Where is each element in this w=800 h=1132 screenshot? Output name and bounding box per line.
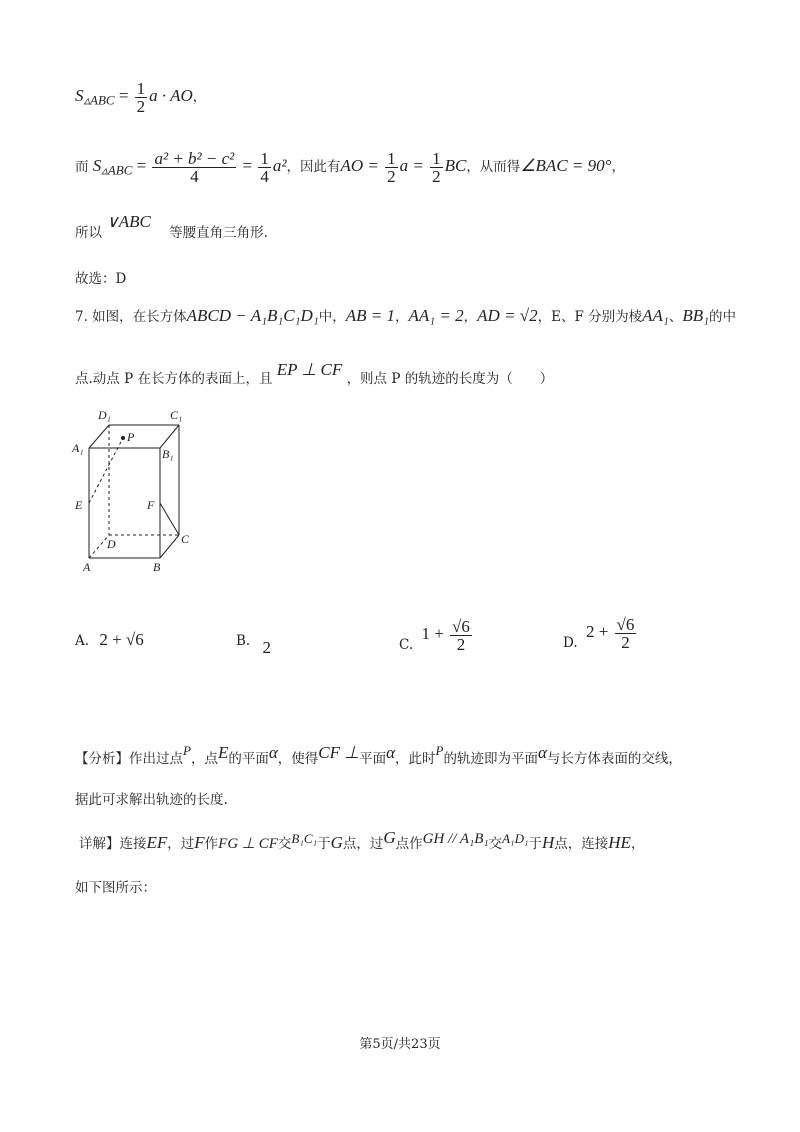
fraction-half: [385, 150, 398, 185]
text: 与长方体表面的交线，: [546, 751, 682, 767]
analysis-line-1: [75, 743, 682, 769]
triangle-symbol: ∨ABC: [106, 212, 151, 231]
page-footer: [0, 1033, 800, 1052]
text: 于: [317, 836, 331, 852]
angle-expression: ∠BAC = 90°: [520, 156, 612, 175]
label-c: C: [181, 532, 190, 546]
gh-parallel: GH // A₁B₁: [422, 831, 489, 847]
text: 、: [668, 309, 683, 325]
text: 点，连接: [554, 836, 609, 852]
text: ，此时: [395, 751, 436, 767]
text: 等腰直角三角形.: [169, 225, 268, 241]
plane-alpha: α: [268, 743, 278, 762]
label-d: D: [107, 537, 116, 551]
denominator: 4: [190, 167, 199, 186]
aa1-value: AA₁ = 2: [408, 306, 464, 325]
option-label: C.: [399, 637, 414, 653]
point-g: G: [383, 828, 396, 847]
option-label: D.: [563, 635, 578, 651]
option-b: [236, 630, 272, 657]
point-h: H: [541, 833, 555, 852]
fraction-half: [135, 80, 148, 115]
conclusion-line: [75, 212, 268, 243]
question-7-line-1: [75, 306, 736, 327]
fraction-quarter: [258, 150, 271, 185]
fg-perp: FG ⊥ CF: [218, 836, 278, 852]
page-number: 第5页/共23页: [359, 1037, 441, 1052]
label-c1: C₁: [170, 408, 183, 422]
area-symbol: S: [75, 86, 84, 105]
plane-alpha: α: [537, 743, 547, 762]
text: 中，: [318, 309, 346, 325]
text: 的平面: [228, 751, 269, 767]
cuboid-diagram: [66, 405, 206, 575]
option-prefix: 2 +: [585, 622, 613, 641]
option-fraction: [615, 616, 637, 651]
numerator: 1: [432, 149, 441, 168]
area-subscript: ▵ABC: [101, 162, 133, 178]
text: 点作: [395, 836, 423, 852]
text: ，: [630, 836, 645, 852]
cf-perp: CF ⊥: [318, 743, 360, 762]
numerator: 1: [260, 149, 269, 168]
fraction-half: [430, 150, 443, 185]
equals: =: [238, 156, 257, 175]
denominator: 2: [621, 633, 630, 652]
text: 所以: [75, 225, 102, 241]
segment-ef: EF: [146, 833, 168, 852]
point-f: F: [194, 833, 205, 852]
ab-value: AB = 1: [345, 306, 395, 325]
option-a: [75, 630, 144, 650]
point-p-dot: [121, 436, 125, 440]
text: ，E、F 分别为棱: [537, 309, 643, 325]
text: ，点: [190, 751, 218, 767]
text: 的轨迹即为平面: [443, 751, 538, 767]
area-symbol: S: [92, 156, 102, 175]
segment-b1c1: B₁C₁: [291, 831, 318, 846]
edge-aa1: AA₁: [642, 306, 669, 325]
label-p: P: [127, 430, 135, 444]
denominator: 2: [387, 167, 396, 186]
option-value: 2 + √6: [99, 630, 144, 649]
text: 作: [204, 836, 219, 852]
perpendicular-condition: EP ⊥ CF: [276, 360, 343, 379]
text: 平面: [359, 751, 387, 767]
area-subscript: ▵ABC: [83, 92, 115, 108]
text: 点，过: [342, 836, 384, 852]
text: 点.动点 P 在长方体的表面上，且: [75, 371, 273, 387]
text: 的中: [709, 309, 737, 325]
denominator: 2: [456, 635, 466, 654]
figure-intro-line: [75, 878, 156, 898]
option-label: B.: [236, 633, 251, 649]
text: ，过: [167, 836, 195, 852]
label-f: F: [147, 498, 155, 512]
area-formula-1: [75, 80, 206, 115]
point-p: P: [435, 743, 444, 758]
ao-expression: AO =: [340, 156, 384, 175]
segment-a1d1: A₁D₁: [502, 831, 529, 846]
label-b: B: [153, 560, 161, 574]
segment-he: HE: [608, 833, 631, 852]
punctuation: ，: [611, 159, 625, 175]
text: 交: [277, 836, 292, 852]
text: ，则点 P 的轨迹的长度为（ ）: [346, 371, 554, 387]
option-fraction: [450, 618, 472, 653]
area-formula-2: 而 $S_{▵ABC}$ = $\frac{\text{a² + b² − c²}}{4}$ = $\frac{1}{4}$ a²，因此有AO = $\frac{1}{2}$ a = $\frac{1}{2}$ BC，从而得∠BAC = 90°，: [75, 149, 625, 186]
numerator: √6: [452, 617, 470, 636]
text: ，使得: [277, 751, 319, 767]
denominator: 2: [432, 167, 441, 186]
ad-value: AD = √2: [477, 306, 538, 325]
solid-name: ABCD − A₁B₁C₁D₁: [186, 306, 319, 325]
label-d1: D₁: [98, 408, 111, 422]
option-c: [399, 618, 474, 653]
label-a1: A₁: [72, 441, 84, 455]
text: 7. 如图，在长方体: [75, 309, 187, 325]
option-value: 2: [262, 638, 272, 657]
plane-alpha: α: [386, 743, 396, 762]
label-a: A: [83, 560, 91, 574]
text: 交: [488, 836, 503, 852]
text: 故选：D: [75, 271, 127, 287]
formula-tail: a · AO: [149, 86, 193, 105]
analysis-line-2: [75, 790, 228, 810]
edge-bb1: BB₁: [682, 306, 710, 325]
text: 【分析】作出过点: [75, 751, 183, 767]
fraction-heron: [152, 150, 236, 185]
text: ，从而得: [466, 159, 521, 175]
option-d: [563, 616, 638, 651]
option-label: A.: [75, 633, 90, 649]
text: 如下图所示：: [75, 880, 156, 896]
numerator: 1: [136, 79, 146, 98]
option-prefix: 1 +: [421, 624, 449, 643]
cuboid-figure: [66, 405, 206, 579]
text: 详解】连接: [79, 836, 147, 852]
point-p: P: [183, 743, 191, 758]
equals: =: [114, 86, 133, 105]
text: 据此可求解出轨迹的长度.: [75, 792, 228, 808]
numerator: √6: [616, 615, 635, 634]
numerator: a² + b² − c²: [154, 149, 235, 168]
label-e: E: [75, 498, 83, 512]
denominator: 4: [260, 167, 269, 186]
point-g: G: [330, 833, 343, 852]
point-e: E: [217, 743, 229, 762]
bc-symbol: BC: [444, 156, 467, 175]
detail-line: [79, 828, 645, 854]
a-squared: a²: [272, 156, 287, 175]
punctuation: ，: [192, 89, 207, 105]
text: ，: [395, 309, 409, 325]
text: 而: [75, 159, 89, 175]
text: 于: [528, 836, 542, 852]
text: ，因此有: [286, 159, 341, 175]
label-b1: B₁: [162, 447, 174, 461]
denominator: 2: [136, 97, 146, 116]
question-7-line-2: [75, 360, 554, 389]
numerator: 1: [387, 149, 396, 168]
a-expression: a =: [399, 156, 429, 175]
text: ，: [463, 309, 478, 325]
choice-line: [75, 269, 126, 289]
